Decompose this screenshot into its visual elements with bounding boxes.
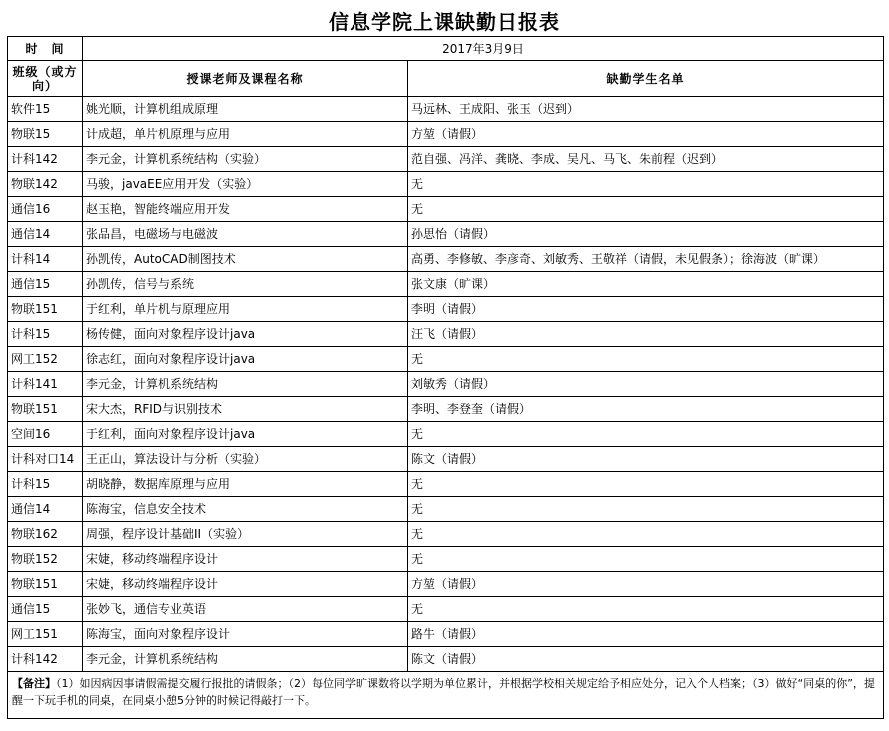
class-cell: 计科15 [8, 322, 83, 347]
teacher-course-cell: 周强，程序设计基础II（实验） [83, 522, 408, 547]
table-row [8, 397, 884, 422]
absent-students-cell: 刘敏秀（请假） [408, 372, 884, 397]
class-cell: 物联152 [8, 547, 83, 572]
teacher-course-cell: 胡晓静，数据库原理与应用 [83, 472, 408, 497]
absent-students-cell: 马远林、王成阳、张玉（迟到） [408, 97, 884, 122]
class-cell: 通信16 [8, 197, 83, 222]
table-row [8, 247, 884, 272]
absent-students-cell: 无 [408, 197, 884, 222]
report-title: 信息学院上课缺勤日报表 [329, 10, 560, 34]
class-cell: 计科14 [8, 247, 83, 272]
teacher-course-cell: 姚光顺，计算机组成原理 [83, 97, 408, 122]
table-row [8, 422, 884, 447]
teacher-course-cell: 李元金，计算机系统结构 [83, 647, 408, 672]
teacher-course-cell: 宋婕，移动终端程序设计 [83, 547, 408, 572]
class-cell: 空间16 [8, 422, 83, 447]
class-cell: 计科142 [8, 147, 83, 172]
note-text: （1）如因病因事请假需提交履行报批的请假条；（2）每位同学旷课数将以学期为单位累计，并根据学校相关规定给予相应处分，记入个人档案；（3）做好“同桌的你”，提醒一下玩手机的同桌，在同桌小憩5分钟的时候记得敲打一下。 [12, 677, 875, 707]
absent-students-cell: 无 [408, 172, 884, 197]
absent-students-cell: 陈文（请假） [408, 647, 884, 672]
class-cell: 物联151 [8, 572, 83, 597]
table-row [8, 472, 884, 497]
absent-students-cell: 高勇、李修敏、李彦奇、刘敏秀、王敬祥（请假，未见假条）；徐海波（旷课） [408, 247, 884, 272]
class-cell: 计科141 [8, 372, 83, 397]
class-cell: 通信14 [8, 497, 83, 522]
table-row [8, 647, 884, 672]
class-cell: 物联162 [8, 522, 83, 547]
absent-students-cell: 范自强、冯洋、龚晓、李成、吴凡、马飞、朱前程（迟到） [408, 147, 884, 172]
class-cell: 通信15 [8, 597, 83, 622]
table-row [8, 547, 884, 572]
teacher-course-cell: 宋婕，移动终端程序设计 [83, 572, 408, 597]
table-row [8, 297, 884, 322]
absent-students-cell: 方堃（请假） [408, 122, 884, 147]
class-cell: 物联142 [8, 172, 83, 197]
absent-students-cell: 孙思怡（请假） [408, 222, 884, 247]
table-row [8, 572, 884, 597]
teacher-course-cell: 宋大杰，RFID与识别技术 [83, 397, 408, 422]
absent-students-cell: 无 [408, 472, 884, 497]
table-row [8, 497, 884, 522]
table-row [8, 622, 884, 647]
absent-students-cell: 汪飞（请假） [408, 322, 884, 347]
teacher-course-cell: 张妙飞，通信专业英语 [83, 597, 408, 622]
time-label: 时 间 [8, 37, 83, 61]
absent-students-cell: 无 [408, 422, 884, 447]
table-row [8, 597, 884, 622]
report-date: 2017年3月9日 [83, 37, 884, 61]
absent-students-cell: 李明、李登奎（请假） [408, 397, 884, 422]
class-column-header: 班级（或方向） [8, 61, 83, 97]
table-row [8, 372, 884, 397]
table-row [8, 197, 884, 222]
class-cell: 通信14 [8, 222, 83, 247]
teacher-course-cell: 于红利，单片机与原理应用 [83, 297, 408, 322]
table-row [8, 522, 884, 547]
table-row [8, 322, 884, 347]
table-row [8, 122, 884, 147]
teacher-course-cell: 马骏，javaEE应用开发（实验） [83, 172, 408, 197]
class-cell: 软件15 [8, 97, 83, 122]
class-cell: 网工152 [8, 347, 83, 372]
class-cell: 通信15 [8, 272, 83, 297]
note-row [8, 672, 884, 719]
class-cell: 网工151 [8, 622, 83, 647]
absent-students-column-header: 缺勤学生名单 [408, 61, 884, 97]
absent-students-cell: 李明（请假） [408, 297, 884, 322]
note-prefix: 【备注】 [12, 677, 56, 690]
absent-students-cell: 方堃（请假） [408, 572, 884, 597]
table-row [8, 222, 884, 247]
teacher-course-cell: 李元金，计算机系统结构（实验） [83, 147, 408, 172]
teacher-course-cell: 孙凯传，信号与系统 [83, 272, 408, 297]
absent-students-cell: 陈文（请假） [408, 447, 884, 472]
column-header-row [8, 61, 884, 97]
teacher-course-cell: 张品昌，电磁场与电磁波 [83, 222, 408, 247]
absent-students-cell: 无 [408, 547, 884, 572]
teacher-course-cell: 陈海宝，面向对象程序设计 [83, 622, 408, 647]
absent-students-cell: 张文康（旷课） [408, 272, 884, 297]
teacher-course-column-header: 授课老师及课程名称 [83, 61, 408, 97]
teacher-course-cell: 李元金，计算机系统结构 [83, 372, 408, 397]
absent-students-cell: 无 [408, 597, 884, 622]
teacher-course-cell: 徐志红，面向对象程序设计java [83, 347, 408, 372]
note-cell [8, 672, 884, 719]
teacher-course-cell: 计成超，单片机原理与应用 [83, 122, 408, 147]
teacher-course-cell: 陈海宝，信息安全技术 [83, 497, 408, 522]
table-row [8, 97, 884, 122]
absent-students-cell: 无 [408, 522, 884, 547]
table-row [8, 347, 884, 372]
class-cell: 物联151 [8, 297, 83, 322]
class-cell: 物联15 [8, 122, 83, 147]
date-row [8, 37, 884, 61]
teacher-course-cell: 杨传健，面向对象程序设计java [83, 322, 408, 347]
absent-students-cell: 无 [408, 497, 884, 522]
class-cell: 计科15 [8, 472, 83, 497]
attendance-table [7, 36, 884, 719]
table-row [8, 447, 884, 472]
absent-students-cell: 无 [408, 347, 884, 372]
table-row [8, 272, 884, 297]
teacher-course-cell: 王正山，算法设计与分析（实验） [83, 447, 408, 472]
teacher-course-cell: 孙凯传，AutoCAD制图技术 [83, 247, 408, 272]
table-row [8, 172, 884, 197]
class-cell: 计科对口14 [8, 447, 83, 472]
teacher-course-cell: 赵玉艳，智能终端应用开发 [83, 197, 408, 222]
table-row [8, 147, 884, 172]
class-cell: 物联151 [8, 397, 83, 422]
absent-students-cell: 路牛（请假） [408, 622, 884, 647]
class-cell: 计科142 [8, 647, 83, 672]
teacher-course-cell: 于红利，面向对象程序设计java [83, 422, 408, 447]
